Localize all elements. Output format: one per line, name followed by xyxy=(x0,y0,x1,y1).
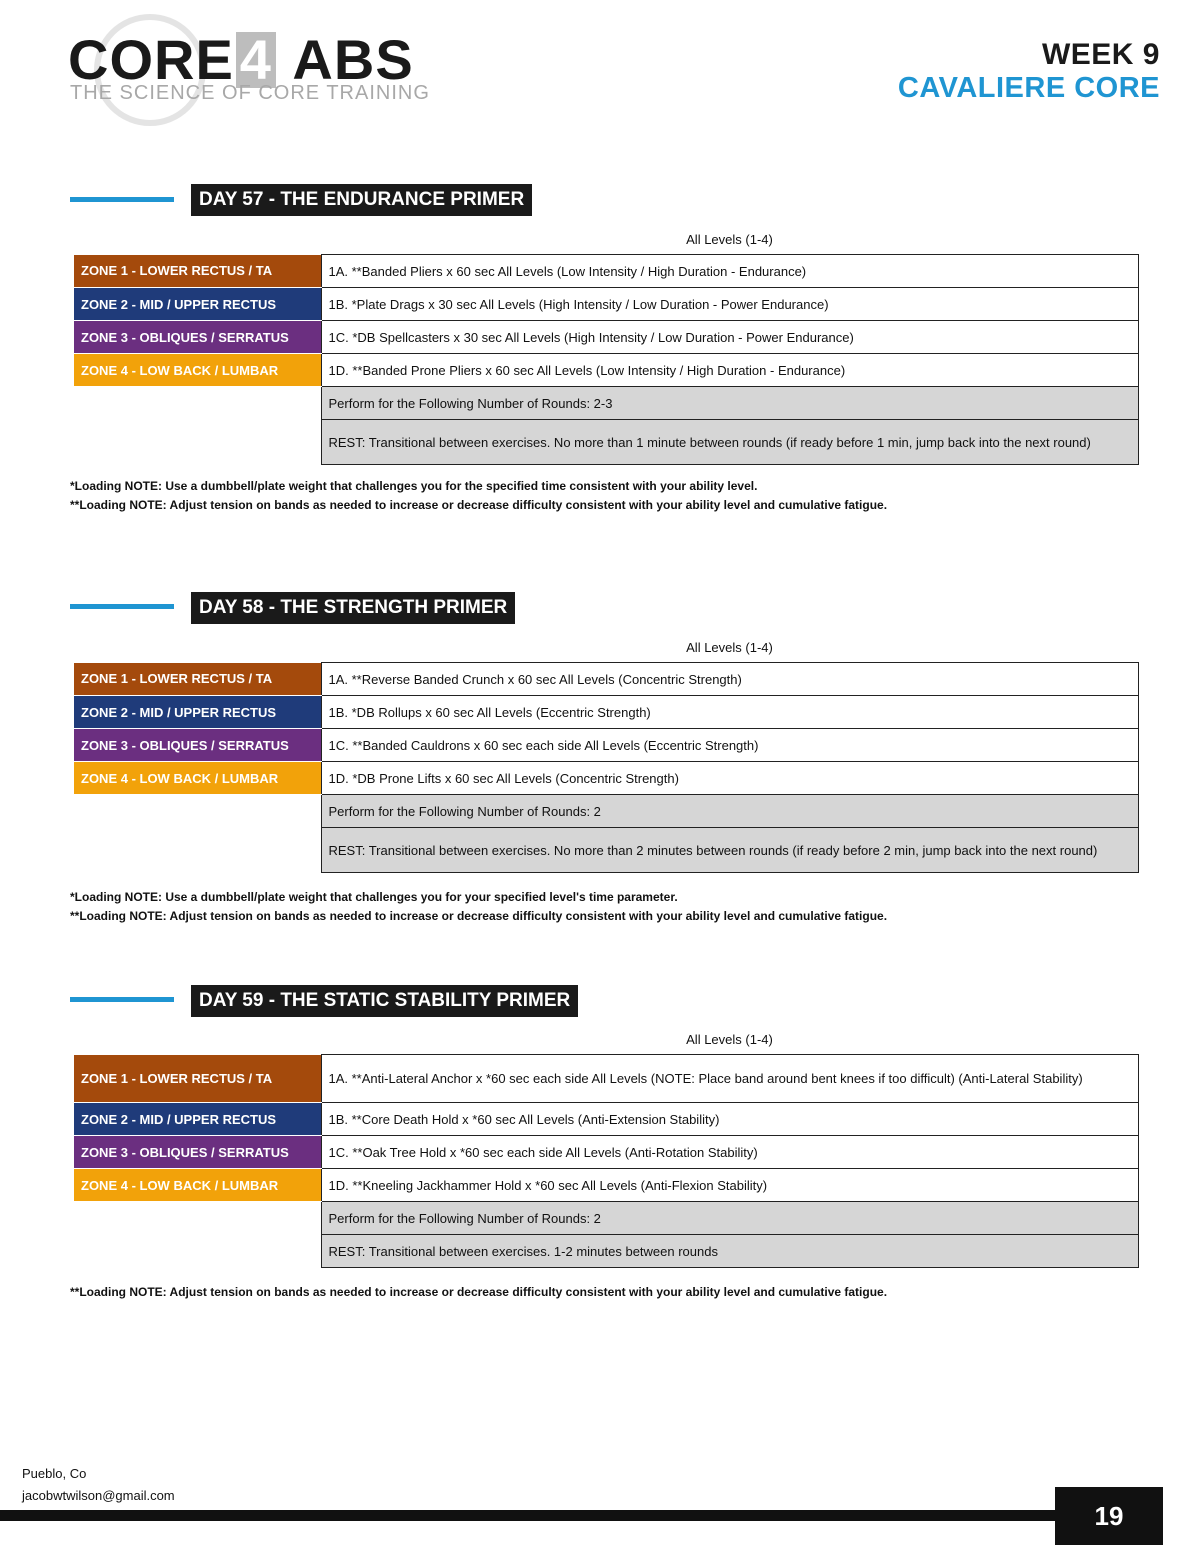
exercise-cell: 1D. **Banded Prone Pliers x 60 sec All Levels (Low Intensity / High Duration - Endurance) xyxy=(321,354,1139,387)
program-title: CAVALIERE CORE xyxy=(897,72,1160,104)
exercise-cell: 1C. **Banded Cauldrons x 60 sec each side All Levels (Eccentric Strength) xyxy=(321,729,1139,762)
table-row xyxy=(74,795,1139,828)
exercise-cell: 1B. *DB Rollups x 60 sec All Levels (Eccentric Strength) xyxy=(321,696,1139,729)
core4abs-logo xyxy=(68,20,548,110)
table-row xyxy=(74,288,1139,321)
table-row xyxy=(74,1055,1139,1103)
footer-contact xyxy=(22,1463,175,1507)
table-row xyxy=(74,828,1139,873)
table-row xyxy=(74,1136,1139,1169)
levels-header: All Levels (1-4) xyxy=(686,232,773,247)
table-row xyxy=(74,1169,1139,1202)
day-title: DAY 59 - THE STATIC STABILITY PRIMER xyxy=(191,985,578,1017)
table-row xyxy=(74,663,1139,696)
table-row xyxy=(74,762,1139,795)
rounds-cell: Perform for the Following Number of Rounds: 2-3 xyxy=(321,387,1139,420)
rounds-cell: Perform for the Following Number of Rounds: 2 xyxy=(321,795,1139,828)
workout-table xyxy=(74,254,1139,465)
rest-cell: REST: Transitional between exercises. No more than 1 minute between rounds (if ready before 1 min, jump back into the next round) xyxy=(321,420,1139,465)
footer-location: Pueblo, Co xyxy=(22,1466,87,1481)
exercise-cell: 1D. *DB Prone Lifts x 60 sec All Levels (Concentric Strength) xyxy=(321,762,1139,795)
table-row xyxy=(74,387,1139,420)
footer-bar xyxy=(0,1510,1060,1521)
exercise-cell: 1A. **Anti-Lateral Anchor x *60 sec each side All Levels (NOTE: Place band around bent knees if too difficult) (Anti-Lateral Stability) xyxy=(321,1055,1139,1103)
rounds-cell: Perform for the Following Number of Rounds: 2 xyxy=(321,1202,1139,1235)
zone-label: ZONE 2 - MID / UPPER RECTUS xyxy=(74,1103,321,1136)
footer-email: jacobwtwilson@gmail.com xyxy=(22,1488,175,1503)
table-row xyxy=(74,321,1139,354)
exercise-cell: 1B. **Core Death Hold x *60 sec All Levels (Anti-Extension Stability) xyxy=(321,1103,1139,1136)
exercise-cell: 1C. *DB Spellcasters x 30 sec All Levels (High Intensity / Low Duration - Power Endurance) xyxy=(321,321,1139,354)
zone-label: ZONE 4 - LOW BACK / LUMBAR xyxy=(74,1169,321,1202)
loading-note: **Loading NOTE: Adjust tension on bands as needed to increase or decrease difficulty consistent with your ability level and cumulative fatigue. xyxy=(70,498,888,512)
zone-label: ZONE 2 - MID / UPPER RECTUS xyxy=(74,288,321,321)
zone-label: ZONE 2 - MID / UPPER RECTUS xyxy=(74,696,321,729)
loading-note: **Loading NOTE: Adjust tension on bands as needed to increase or decrease difficulty consistent with your ability level and cumulative fatigue. xyxy=(70,909,888,923)
rest-cell: REST: Transitional between exercises. 1-2 minutes between rounds xyxy=(321,1235,1139,1268)
zone-label: ZONE 1 - LOWER RECTUS / TA xyxy=(74,663,321,696)
table-row xyxy=(74,354,1139,387)
levels-header: All Levels (1-4) xyxy=(686,1032,773,1047)
section-rule xyxy=(70,604,174,609)
section-rule xyxy=(70,197,174,202)
exercise-cell: 1B. *Plate Drags x 30 sec All Levels (High Intensity / Low Duration - Power Endurance) xyxy=(321,288,1139,321)
table-row xyxy=(74,729,1139,762)
rest-cell: REST: Transitional between exercises. No more than 2 minutes between rounds (if ready before 2 min, jump back into the next round) xyxy=(321,828,1139,873)
exercise-cell: 1A. **Banded Pliers x 60 sec All Levels (Low Intensity / High Duration - Endurance) xyxy=(321,255,1139,288)
table-row xyxy=(74,1103,1139,1136)
zone-label: ZONE 4 - LOW BACK / LUMBAR xyxy=(74,762,321,795)
loading-note: *Loading NOTE: Use a dumbbell/plate weight that challenges you for your specified level's time parameter. xyxy=(70,890,678,904)
workout-table xyxy=(74,662,1139,873)
table-row xyxy=(74,1235,1139,1268)
loading-note: *Loading NOTE: Use a dumbbell/plate weight that challenges you for the specified time consistent with your ability level. xyxy=(70,479,758,493)
table-row xyxy=(74,1202,1139,1235)
section-rule xyxy=(70,997,174,1002)
loading-note: **Loading NOTE: Adjust tension on bands as needed to increase or decrease difficulty consistent with your ability level and cumulative fatigue. xyxy=(70,1285,888,1299)
zone-label: ZONE 1 - LOWER RECTUS / TA xyxy=(74,255,321,288)
levels-header: All Levels (1-4) xyxy=(686,640,773,655)
table-row xyxy=(74,696,1139,729)
zone-label: ZONE 4 - LOW BACK / LUMBAR xyxy=(74,354,321,387)
day-title: DAY 57 - THE ENDURANCE PRIMER xyxy=(191,184,532,216)
exercise-cell: 1C. **Oak Tree Hold x *60 sec each side All Levels (Anti-Rotation Stability) xyxy=(321,1136,1139,1169)
table-row xyxy=(74,255,1139,288)
table-row xyxy=(74,420,1139,465)
logo-tagline: THE SCIENCE OF CORE TRAINING xyxy=(70,82,430,104)
zone-label: ZONE 3 - OBLIQUES / SERRATUS xyxy=(74,729,321,762)
zone-label: ZONE 3 - OBLIQUES / SERRATUS xyxy=(74,321,321,354)
exercise-cell: 1A. **Reverse Banded Crunch x 60 sec All Levels (Concentric Strength) xyxy=(321,663,1139,696)
workout-table xyxy=(74,1054,1139,1268)
logo-wordmark: CORE 4 ABS xyxy=(68,28,414,91)
zone-label: ZONE 3 - OBLIQUES / SERRATUS xyxy=(74,1136,321,1169)
exercise-cell: 1D. **Kneeling Jackhammer Hold x *60 sec All Levels (Anti-Flexion Stability) xyxy=(321,1169,1139,1202)
zone-label: ZONE 1 - LOWER RECTUS / TA xyxy=(74,1055,321,1103)
page-number: 19 xyxy=(1055,1487,1163,1545)
week-title: WEEK 9 xyxy=(1041,38,1160,71)
day-title: DAY 58 - THE STRENGTH PRIMER xyxy=(191,592,515,624)
